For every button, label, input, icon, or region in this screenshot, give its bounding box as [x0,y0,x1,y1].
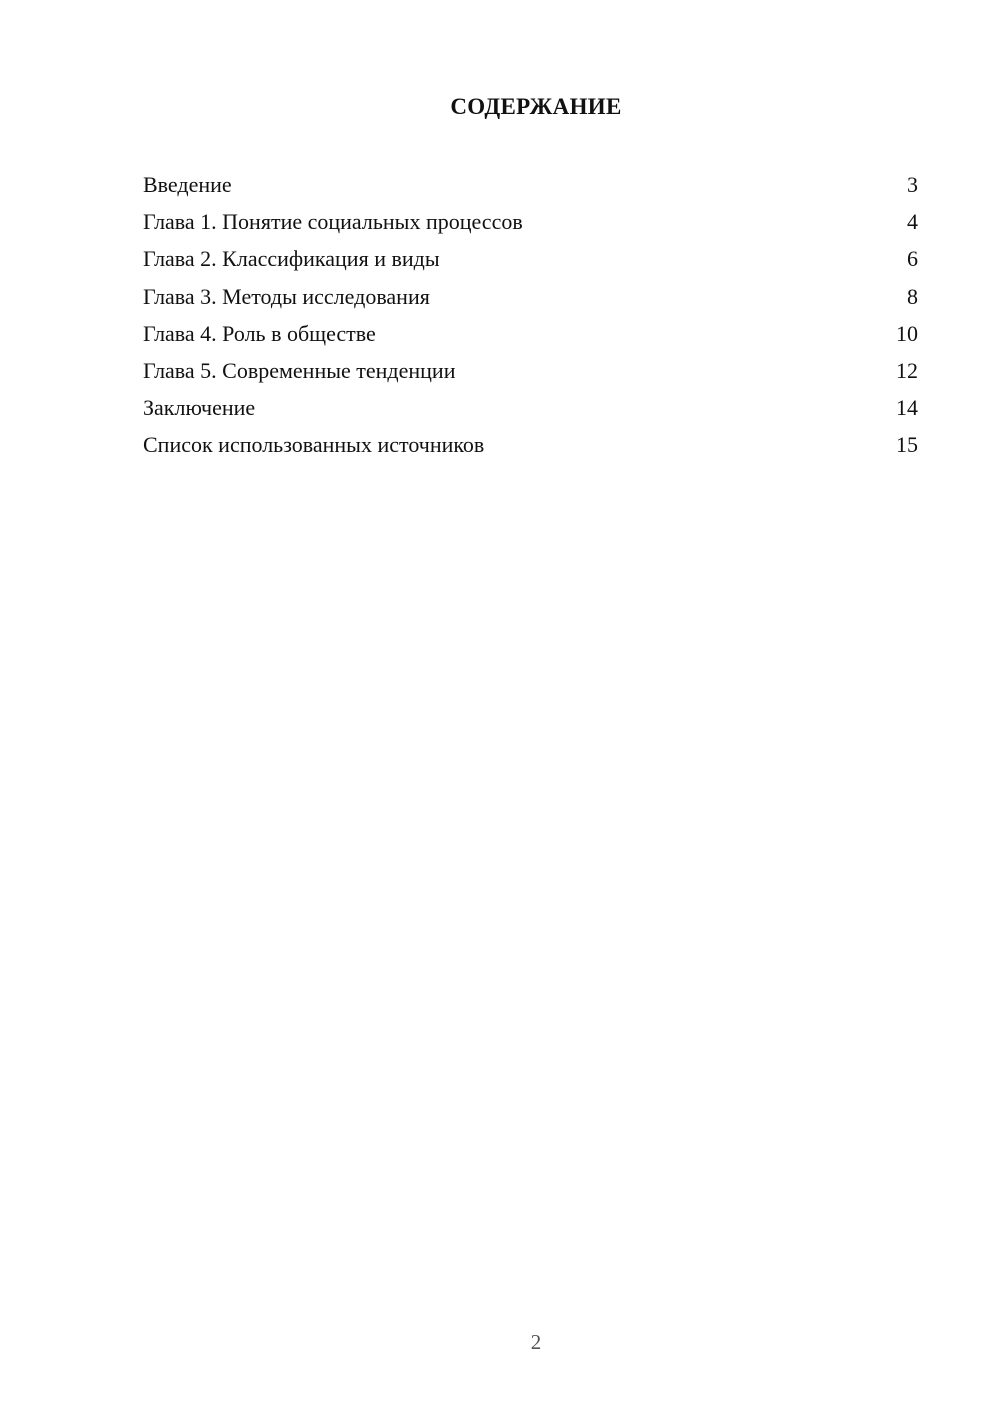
toc-entry-page: 6 [907,246,918,272]
table-of-contents [143,166,918,464]
toc-entry-page: 3 [907,172,918,197]
page-number: 2 [530,1330,542,1354]
toc-entry-label: Глава 3. Методы исследования [143,283,430,309]
toc-entry[interactable] [143,389,918,426]
toc-entry[interactable] [143,426,918,463]
toc-entry-page: 12 [896,357,918,383]
toc-entry-label: Заключение [143,395,256,421]
toc-entry-page: 4 [907,209,918,235]
toc-entry-label: Введение [143,172,232,197]
toc-entry-label: Глава 4. Роль в обществе [143,320,376,346]
toc-entry[interactable] [143,278,918,315]
page-title: СОДЕРЖАНИЕ [450,94,622,119]
toc-entry-label: Глава 1. Понятие социальных процессов [143,209,523,235]
toc-entry-label: Глава 5. Современные тенденции [143,357,456,383]
toc-entry-label: Список использованных источников [143,432,485,458]
toc-entry[interactable] [143,315,918,352]
toc-entry[interactable] [143,240,918,277]
toc-entry-page: 8 [907,283,918,309]
toc-entry[interactable] [143,352,918,389]
toc-entry-page: 14 [896,395,918,421]
toc-entry-page: 10 [896,320,918,346]
toc-entry-label: Глава 2. Классификация и виды [143,246,440,272]
toc-entry-page: 15 [896,432,918,458]
toc-entry[interactable] [143,203,918,240]
toc-entry[interactable] [143,166,918,203]
